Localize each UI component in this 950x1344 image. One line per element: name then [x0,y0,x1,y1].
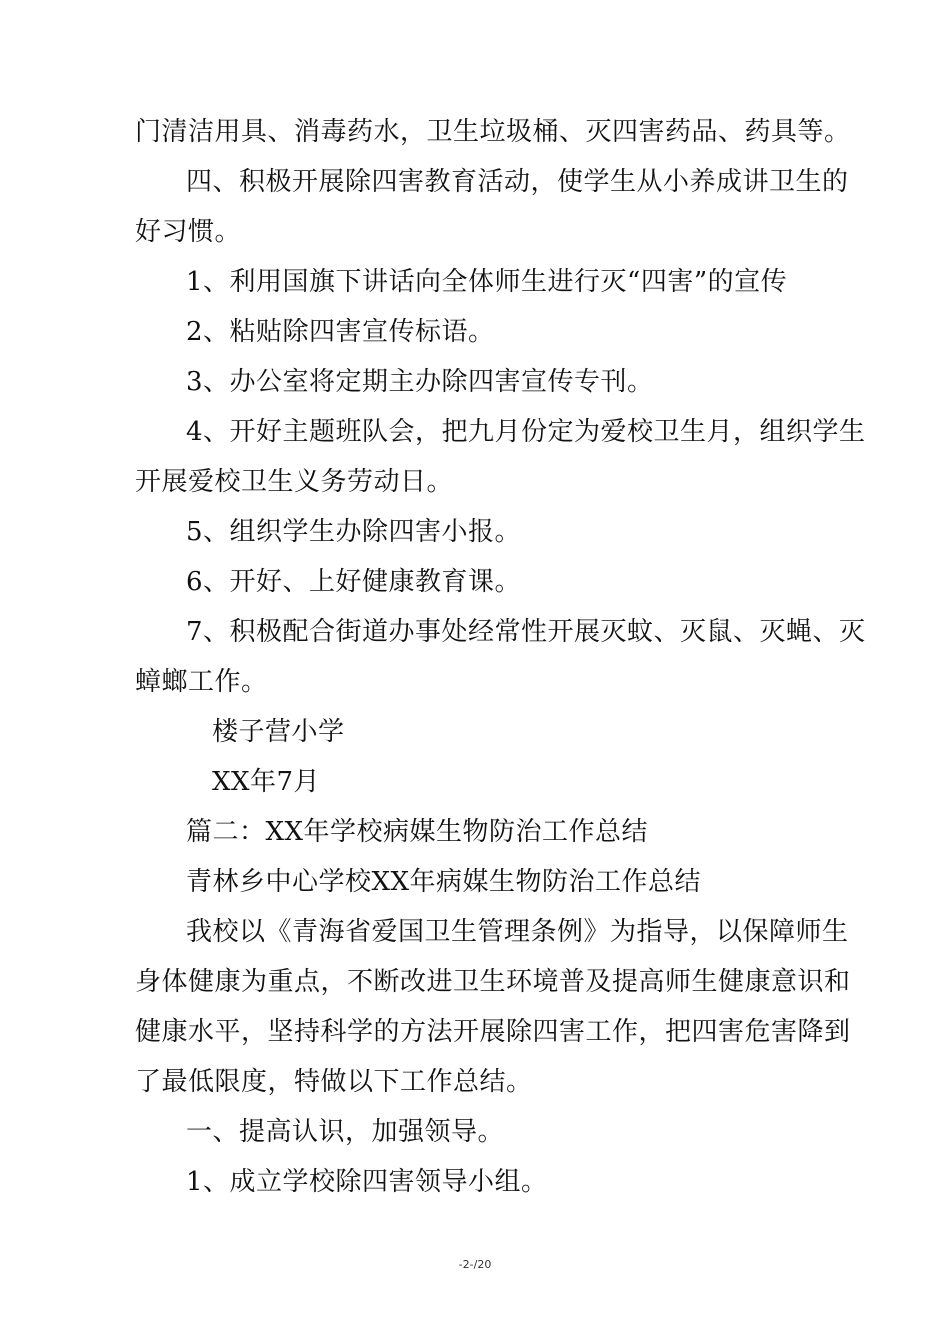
text-line: 好习惯。 [135,217,242,247]
report-title: 青林乡中心学校XX年病媒生物防治工作总结 [186,867,702,897]
text-line: 1、成立学校除四害领导小组。 [186,1167,548,1197]
text-line: 健康水平，坚持科学的方法开展除四害工作，把四害危害降到 [135,1017,851,1047]
text-line: 身体健康为重点，不断改进卫生环境普及提高师生健康意识和 [135,967,851,997]
text-line: 2、粘贴除四害宣传标语。 [186,317,495,347]
text-line: 门清洁用具、消毒药水，卫生垃圾桶、灭四害药品、药具等。 [135,117,851,147]
text-line: 5、组织学生办除四害小报。 [186,517,522,547]
text-line: 蟑螂工作。 [135,667,268,697]
text-line: 4、开好主题班队会，把九月份定为爱校卫生月，组织学生 [186,417,866,447]
section-title: 篇二：XX年学校病媒生物防治工作总结 [186,817,649,847]
page-number: -2-/20 [458,1258,492,1271]
signature-school: 楼子营小学 [212,717,345,747]
signature-date: XX年7月 [212,767,321,797]
text-line: 6、开好、上好健康教育课。 [186,567,522,597]
text-line: 1、利用国旗下讲话向全体师生进行灭“四害”的宣传 [186,267,788,297]
text-line: 开展爱校卫生义务劳动日。 [135,467,454,497]
text-line: 四、积极开展除四害教育活动，使学生从小养成讲卫生的 [186,167,849,197]
text-line: 7、积极配合街道办事处经常性开展灭蚊、灭鼠、灭蝇、灭 [186,617,866,647]
text-line: 我校以《青海省爱国卫生管理条例》为指导，以保障师生 [186,917,849,947]
text-line: 了最低限度，特做以下工作总结。 [135,1067,533,1097]
text-line: 一、提高认识，加强领导。 [186,1117,505,1147]
text-line: 3、办公室将定期主办除四害宣传专刊。 [186,367,654,397]
